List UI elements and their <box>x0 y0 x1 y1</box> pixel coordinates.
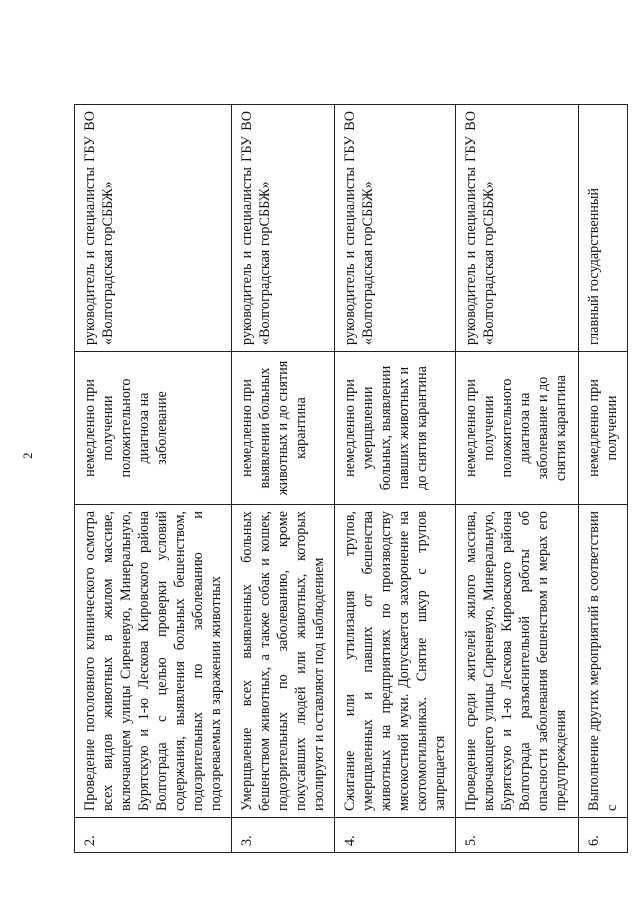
row-timing: немедленно при получении положительного диагноза на заболевание и до снятия карантина <box>456 352 579 505</box>
row-responsible: главный государственный <box>579 105 628 352</box>
row-number: 5. <box>456 818 579 853</box>
row-timing: немедленно при умерщвлении больных, выявлении павших животных и до снятия карантина <box>335 352 456 505</box>
table-row <box>335 105 456 853</box>
row-timing: немедленно при выявлении больных животных и до снятия карантина <box>232 352 335 505</box>
row-responsible: руководитель и специалисты ГБУ ВО «Волгоградская горСББЖ» <box>335 105 456 352</box>
row-number: 3. <box>232 818 335 853</box>
row-action: Проведение среди жителей жилого массива, включающего улицы Сиреневую, Минеральную, Бурятскую и 1-ю Лескова Кировского района Волгограда разъяснительной работы об опасности заболевания бешенством и мерах его предупреждения <box>456 505 579 818</box>
row-responsible: руководитель и специалисты ГБУ ВО «Волгоградская горСББЖ» <box>232 105 335 352</box>
row-responsible: руководитель и специалисты ГБУ ВО «Волгоградская горСББЖ» <box>456 105 579 352</box>
table-row <box>232 105 335 853</box>
row-timing: немедленно при получении <box>579 352 628 505</box>
row-responsible: руководитель и специалисты ГБУ ВО «Волгоградская горСББЖ» <box>75 105 232 352</box>
table-row <box>75 105 232 853</box>
row-action: Проведение поголовного клинического осмотра всех видов животных в жилом массиве, включающем улицы Сиреневую, Минеральную, Бурятскую и 1-ю Лескова Кировского района Волгограда с целью проверки условий содержания, выявления больных бешенством, подозрительных по заболеванию и подозреваемых в заражении животных <box>75 505 232 818</box>
row-timing: немедленно при получении положительного диагноза на заболевание <box>75 352 232 505</box>
row-action: Умерщвление всех выявленных больных бешенством животных, а также собак и кошек, подозрительных по заболеванию, кроме покусавших людей или животных, которых изолируют и оставляют под наблюдением <box>232 505 335 818</box>
measures-table <box>74 104 628 853</box>
row-number: 6. <box>579 818 628 853</box>
row-action: Выполнение других мероприятий в соответствии с <box>579 505 628 818</box>
row-number: 2. <box>75 818 232 853</box>
row-action: Сжигание или утилизация трупов, умерщвленных и павших от бешенства животных на предприятиях по производству мясокостной муки. Допускается захоронение на скотомогильниках. Снятие шкур с трупов запрещается <box>335 505 456 818</box>
table-row <box>579 105 628 853</box>
page-number: 2 <box>20 452 35 459</box>
row-number: 4. <box>335 818 456 853</box>
table-row <box>456 105 579 853</box>
